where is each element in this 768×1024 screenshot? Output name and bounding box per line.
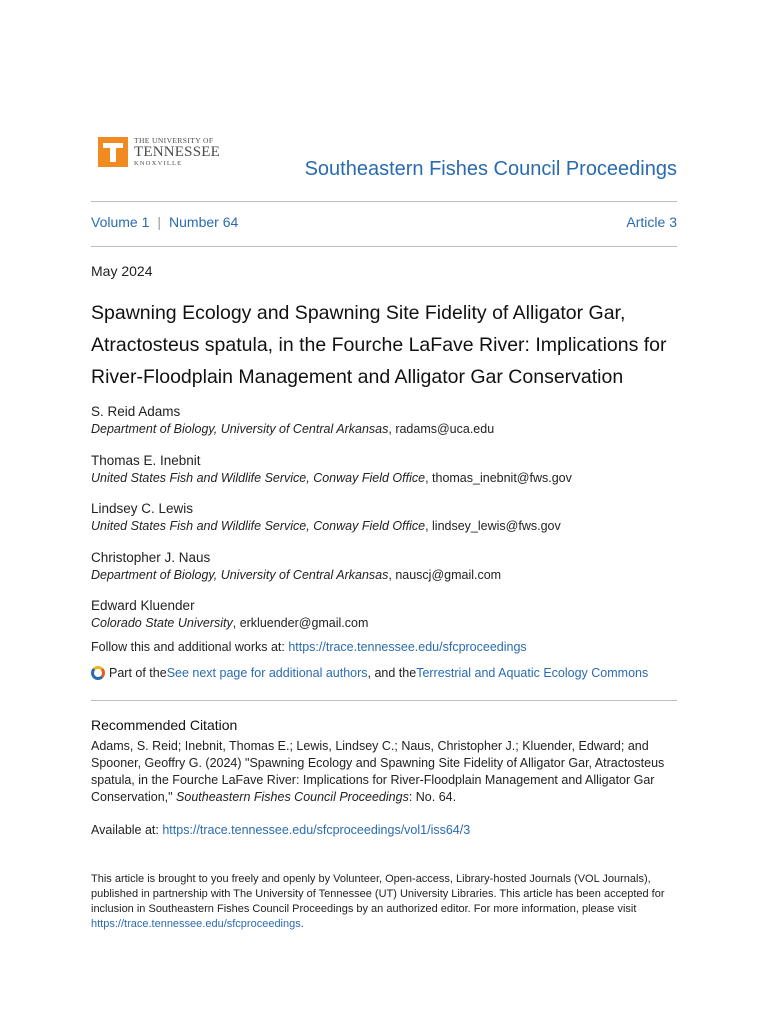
part-of-label: Part of the: [109, 666, 167, 680]
citation-issue: : No. 64.: [408, 790, 457, 804]
footer-link[interactable]: https://trace.tennessee.edu/sfcproceedings: [91, 918, 301, 930]
author-affiliation: United States Fish and Wildlife Service, Conway Field Office: [91, 470, 426, 485]
author-affiliation-line: Colorado State University, erkluender@gmail.com: [91, 616, 369, 630]
author-affiliation-line: United States Fish and Wildlife Service, Conway Field Office, thomas_inebnit@fws.gov: [91, 470, 572, 485]
part-of-and: , and the: [367, 666, 417, 680]
author-name: Lindsey C. Lewis: [91, 501, 194, 516]
journal-title-link[interactable]: Southeastern Fishes Council Proceedings: [304, 158, 677, 180]
additional-authors-link[interactable]: See next page for additional authors: [166, 666, 368, 680]
available-label: Available at:: [91, 823, 163, 837]
author-affiliation-line: Department of Biology, University of Central Arkansas, nauscj@gmail.com: [91, 567, 502, 582]
tennessee-t-icon: [98, 137, 128, 167]
logo-line1: THE UNIVERSITY OF: [134, 135, 214, 145]
author-item: [91, 597, 691, 646]
author-email: nauscj@gmail.com: [395, 567, 502, 582]
citation-body: Adams, S. Reid; Inebnit, Thomas E.; Lewis, Lindsey C.; Naus, Christopher J.; Kluender, Edward; and Spooner, Geoffry G. (2024) "Spawning Ecology and Spawning Site Fidelity of Alligator Gar, Atractosteus spatula, in the Fourche LaFave River: Implications for River-Floodplain Management and Alligator Gar Conservation,": [91, 739, 665, 804]
network-icon: [91, 666, 105, 680]
citation-text: [91, 738, 671, 806]
separator: |: [157, 214, 162, 230]
author-email: lindsey_lewis@fws.gov: [432, 519, 561, 533]
author-item: [91, 452, 691, 501]
logo-line2: TENNESSEE: [134, 144, 220, 160]
logo-wordmark: [134, 137, 220, 168]
author-affiliation-line: United States Fish and Wildlife Service, Conway Field Office, lindsey_lewis@fws.gov: [91, 519, 561, 533]
number-link[interactable]: Number 64: [169, 214, 239, 230]
divider: [91, 700, 677, 701]
follow-line: [91, 640, 527, 654]
author-affiliation: Colorado State University: [91, 616, 233, 630]
footer-end: .: [300, 918, 304, 930]
author-item: [91, 549, 691, 598]
author-item: [91, 403, 691, 452]
author-affiliation: Department of Biology, University of Central Arkansas: [91, 422, 389, 436]
author-name: S. Reid Adams: [91, 404, 181, 419]
follow-label: Follow this and additional works at:: [91, 640, 289, 654]
author-item: [91, 500, 691, 549]
author-name: Edward Kluender: [91, 598, 195, 613]
volume-link[interactable]: Volume 1: [91, 214, 150, 230]
author-name: Thomas E. Inebnit: [91, 452, 201, 468]
citation-heading: Recommended Citation: [91, 717, 238, 733]
part-of-line: [91, 666, 648, 680]
available-line: [91, 823, 470, 837]
article-link[interactable]: Article 3: [626, 214, 677, 230]
follow-link[interactable]: https://trace.tennessee.edu/sfcproceedings: [288, 640, 527, 654]
footer-notice: [91, 872, 681, 932]
author-name: Christopher J. Naus: [91, 549, 211, 565]
author-affiliation-line: Department of Biology, University of Central Arkansas, radams@uca.edu: [91, 422, 495, 436]
publication-date: May 2024: [91, 263, 153, 279]
divider: [91, 246, 677, 247]
citation-journal: Southeastern Fishes Council Proceedings: [176, 790, 409, 804]
author-email: thomas_inebnit@fws.gov: [432, 470, 572, 485]
available-link[interactable]: https://trace.tennessee.edu/sfcproceedings/vol1/iss64/3: [162, 823, 471, 837]
university-logo: [98, 124, 234, 180]
article-title: Spawning Ecology and Spawning Site Fidelity of Alligator Gar, Atractosteus spatula, in the Fourche LaFave River: Implications for River-Floodplain Management and Alligator Gar Conservation: [91, 302, 667, 388]
divider: [91, 201, 677, 202]
issue-info: [91, 214, 677, 230]
logo-line3: KNOXVILLE: [134, 160, 183, 167]
author-list: [91, 403, 691, 646]
author-email: erkluender@gmail.com: [239, 616, 369, 630]
author-email: radams@uca.edu: [395, 422, 495, 436]
author-affiliation: United States Fish and Wildlife Service, Conway Field Office: [91, 519, 426, 533]
commons-link[interactable]: Terrestrial and Aquatic Ecology Commons: [416, 666, 649, 680]
footer-text: This article is brought to you freely and openly by Volunteer, Open-access, Library-hosted Journals (VOL Journals), published in partnership with The University of Tennessee (UT) University Libraries. This article has been accepted for inclusion in Southeastern Fishes Council Proceedings by an authorized editor. For more information, please visit: [91, 873, 665, 915]
author-affiliation: Department of Biology, University of Central Arkansas: [91, 567, 389, 582]
